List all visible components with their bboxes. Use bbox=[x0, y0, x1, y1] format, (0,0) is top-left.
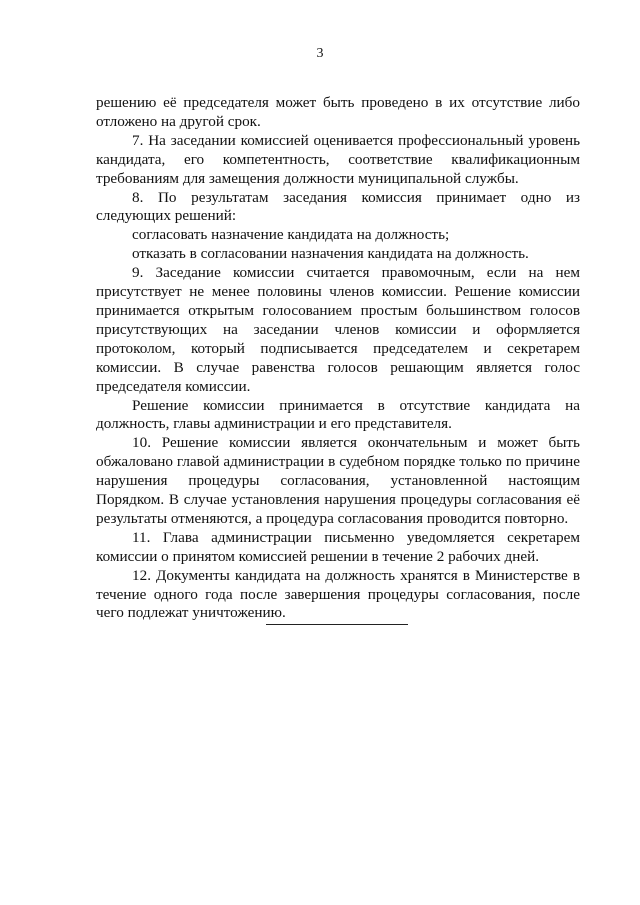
paragraph-continuation: решению её председателя может быть проведено в их отсутствие либо отложено на другой срок. bbox=[96, 94, 580, 130]
page-number: 3 bbox=[316, 46, 324, 61]
decision-option-approve: согласовать назначение кандидата на должность; bbox=[132, 226, 450, 244]
decision-option-refuse: отказать в согласовании назначения кандидата на должность. bbox=[132, 245, 529, 263]
paragraph-item-10: 10. Решение комиссии является окончательным и может быть обжаловано главой администрации в судебном порядке только по причине нарушения процедуры согласования, установленной настоящим Порядком. В случае установления нарушения процедуры согласования её результаты отменяются, а процедура согласования проводится повторно. bbox=[96, 434, 580, 527]
paragraph-decision-absence: Решение комиссии принимается в отсутствие кандидата на должность, главы администрации и его представителя. bbox=[96, 396, 580, 433]
paragraph-item-11: 11. Глава администрации письменно уведомляется секретарем комиссии о принятом комиссией решении в течение 2 рабочих дней. bbox=[96, 528, 580, 565]
paragraph-item-9: 9. Заседание комиссии считается правомочным, если на нем присутствует не менее половины членов комиссии. Решение комиссии принимается открытым голосованием простым большинством голосов присутствующих на заседании членов комиссии и оформляется протоколом, который подписывается председателем и секретарем комиссии. В случае равенства голосов решающим является голос председателя комиссии. bbox=[96, 264, 580, 395]
end-divider bbox=[266, 624, 408, 625]
paragraph-item-12: 12. Документы кандидата на должность хранятся в Министерстве в течение одного года после завершения процедуры согласования, после чего подлежат уничтожению. bbox=[96, 566, 580, 622]
paragraph-item-7: 7. На заседании комиссией оценивается профессиональный уровень кандидата, его компетентность, соответствие квалификационным требованиям для замещения должности муниципальной службы. bbox=[96, 131, 580, 187]
document-body bbox=[96, 94, 580, 623]
paragraph-item-8: 8. По результатам заседания комиссия принимает одно из следующих решений: bbox=[96, 188, 580, 225]
